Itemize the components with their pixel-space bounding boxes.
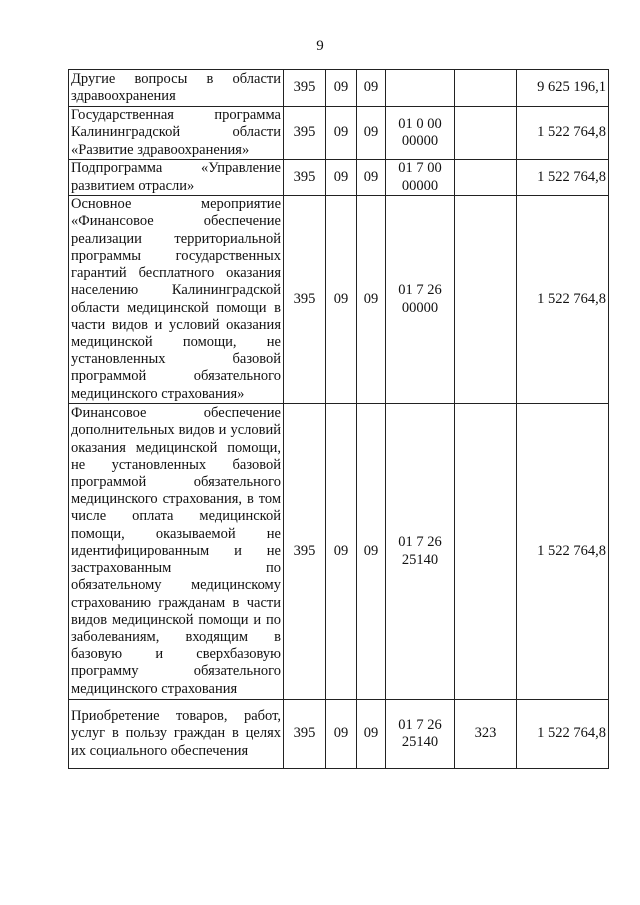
row-section: 09: [326, 196, 357, 404]
row-code: 395: [284, 107, 326, 160]
row-expense-type: [455, 404, 517, 700]
table-row: [69, 700, 609, 769]
row-amount: 9 625 196,1: [517, 70, 609, 107]
row-target: 01 7 26 25140: [386, 700, 455, 769]
row-expense-type: [455, 160, 517, 196]
row-amount: 1 522 764,8: [517, 107, 609, 160]
row-name: Государственная программа Калининградской области «Развитие здравоохранения»: [69, 107, 284, 160]
row-subsection: 09: [357, 700, 386, 769]
table-row: [69, 196, 609, 404]
row-target: 01 7 26 25140: [386, 404, 455, 700]
row-subsection: 09: [357, 404, 386, 700]
row-subsection: 09: [357, 160, 386, 196]
row-target: 01 7 26 00000: [386, 196, 455, 404]
table-row: [69, 107, 609, 160]
row-section: 09: [326, 107, 357, 160]
row-name: Финансовое обеспечение дополнительных видов и условий оказания медицинской помощи, не установленных базовой программой обязательного медицинского страхования, в том числе оплата медицинской помощи, оказываемой не идентифицированным и не застрахованным по обязательному медицинскому страхованию гражданам в части видов медицинской помощи и по заболеваниям, входящим в базовую и сверхбазовую программу обязательного медицинского страхования: [69, 404, 284, 700]
budget-table: [68, 69, 609, 769]
row-section: 09: [326, 404, 357, 700]
row-target: 01 7 00 00000: [386, 160, 455, 196]
page-number: 9: [316, 38, 324, 54]
table-row: [69, 160, 609, 196]
row-amount: 1 522 764,8: [517, 160, 609, 196]
row-target: 01 0 00 00000: [386, 107, 455, 160]
row-target: [386, 70, 455, 107]
row-subsection: 09: [357, 107, 386, 160]
row-section: 09: [326, 70, 357, 107]
row-code: 395: [284, 160, 326, 196]
row-code: 395: [284, 700, 326, 769]
row-code: 395: [284, 196, 326, 404]
row-subsection: 09: [357, 70, 386, 107]
row-amount: 1 522 764,8: [517, 700, 609, 769]
row-expense-type: [455, 196, 517, 404]
row-name: Приобретение товаров, работ, услуг в пользу граждан в целях их социального обеспечения: [69, 700, 284, 769]
row-name: Другие вопросы в области здравоохранения: [69, 70, 284, 107]
table-row: [69, 70, 609, 107]
row-code: 395: [284, 70, 326, 107]
row-section: 09: [326, 700, 357, 769]
row-name: Подпрограмма «Управление развитием отрасли»: [69, 160, 284, 196]
row-expense-type: 323: [455, 700, 517, 769]
row-expense-type: [455, 107, 517, 160]
row-expense-type: [455, 70, 517, 107]
row-code: 395: [284, 404, 326, 700]
row-amount: 1 522 764,8: [517, 196, 609, 404]
row-subsection: 09: [357, 196, 386, 404]
row-amount: 1 522 764,8: [517, 404, 609, 700]
row-name: Основное мероприятие «Финансовое обеспечение реализации территориальной программы государственных гарантий бесплатного оказания населению Калининградской области медицинской помощи в части видов и условий оказания медицинской помощи, не установленных базовой программой обязательного медицинского страхования»: [69, 196, 284, 404]
table-row: [69, 404, 609, 700]
row-section: 09: [326, 160, 357, 196]
